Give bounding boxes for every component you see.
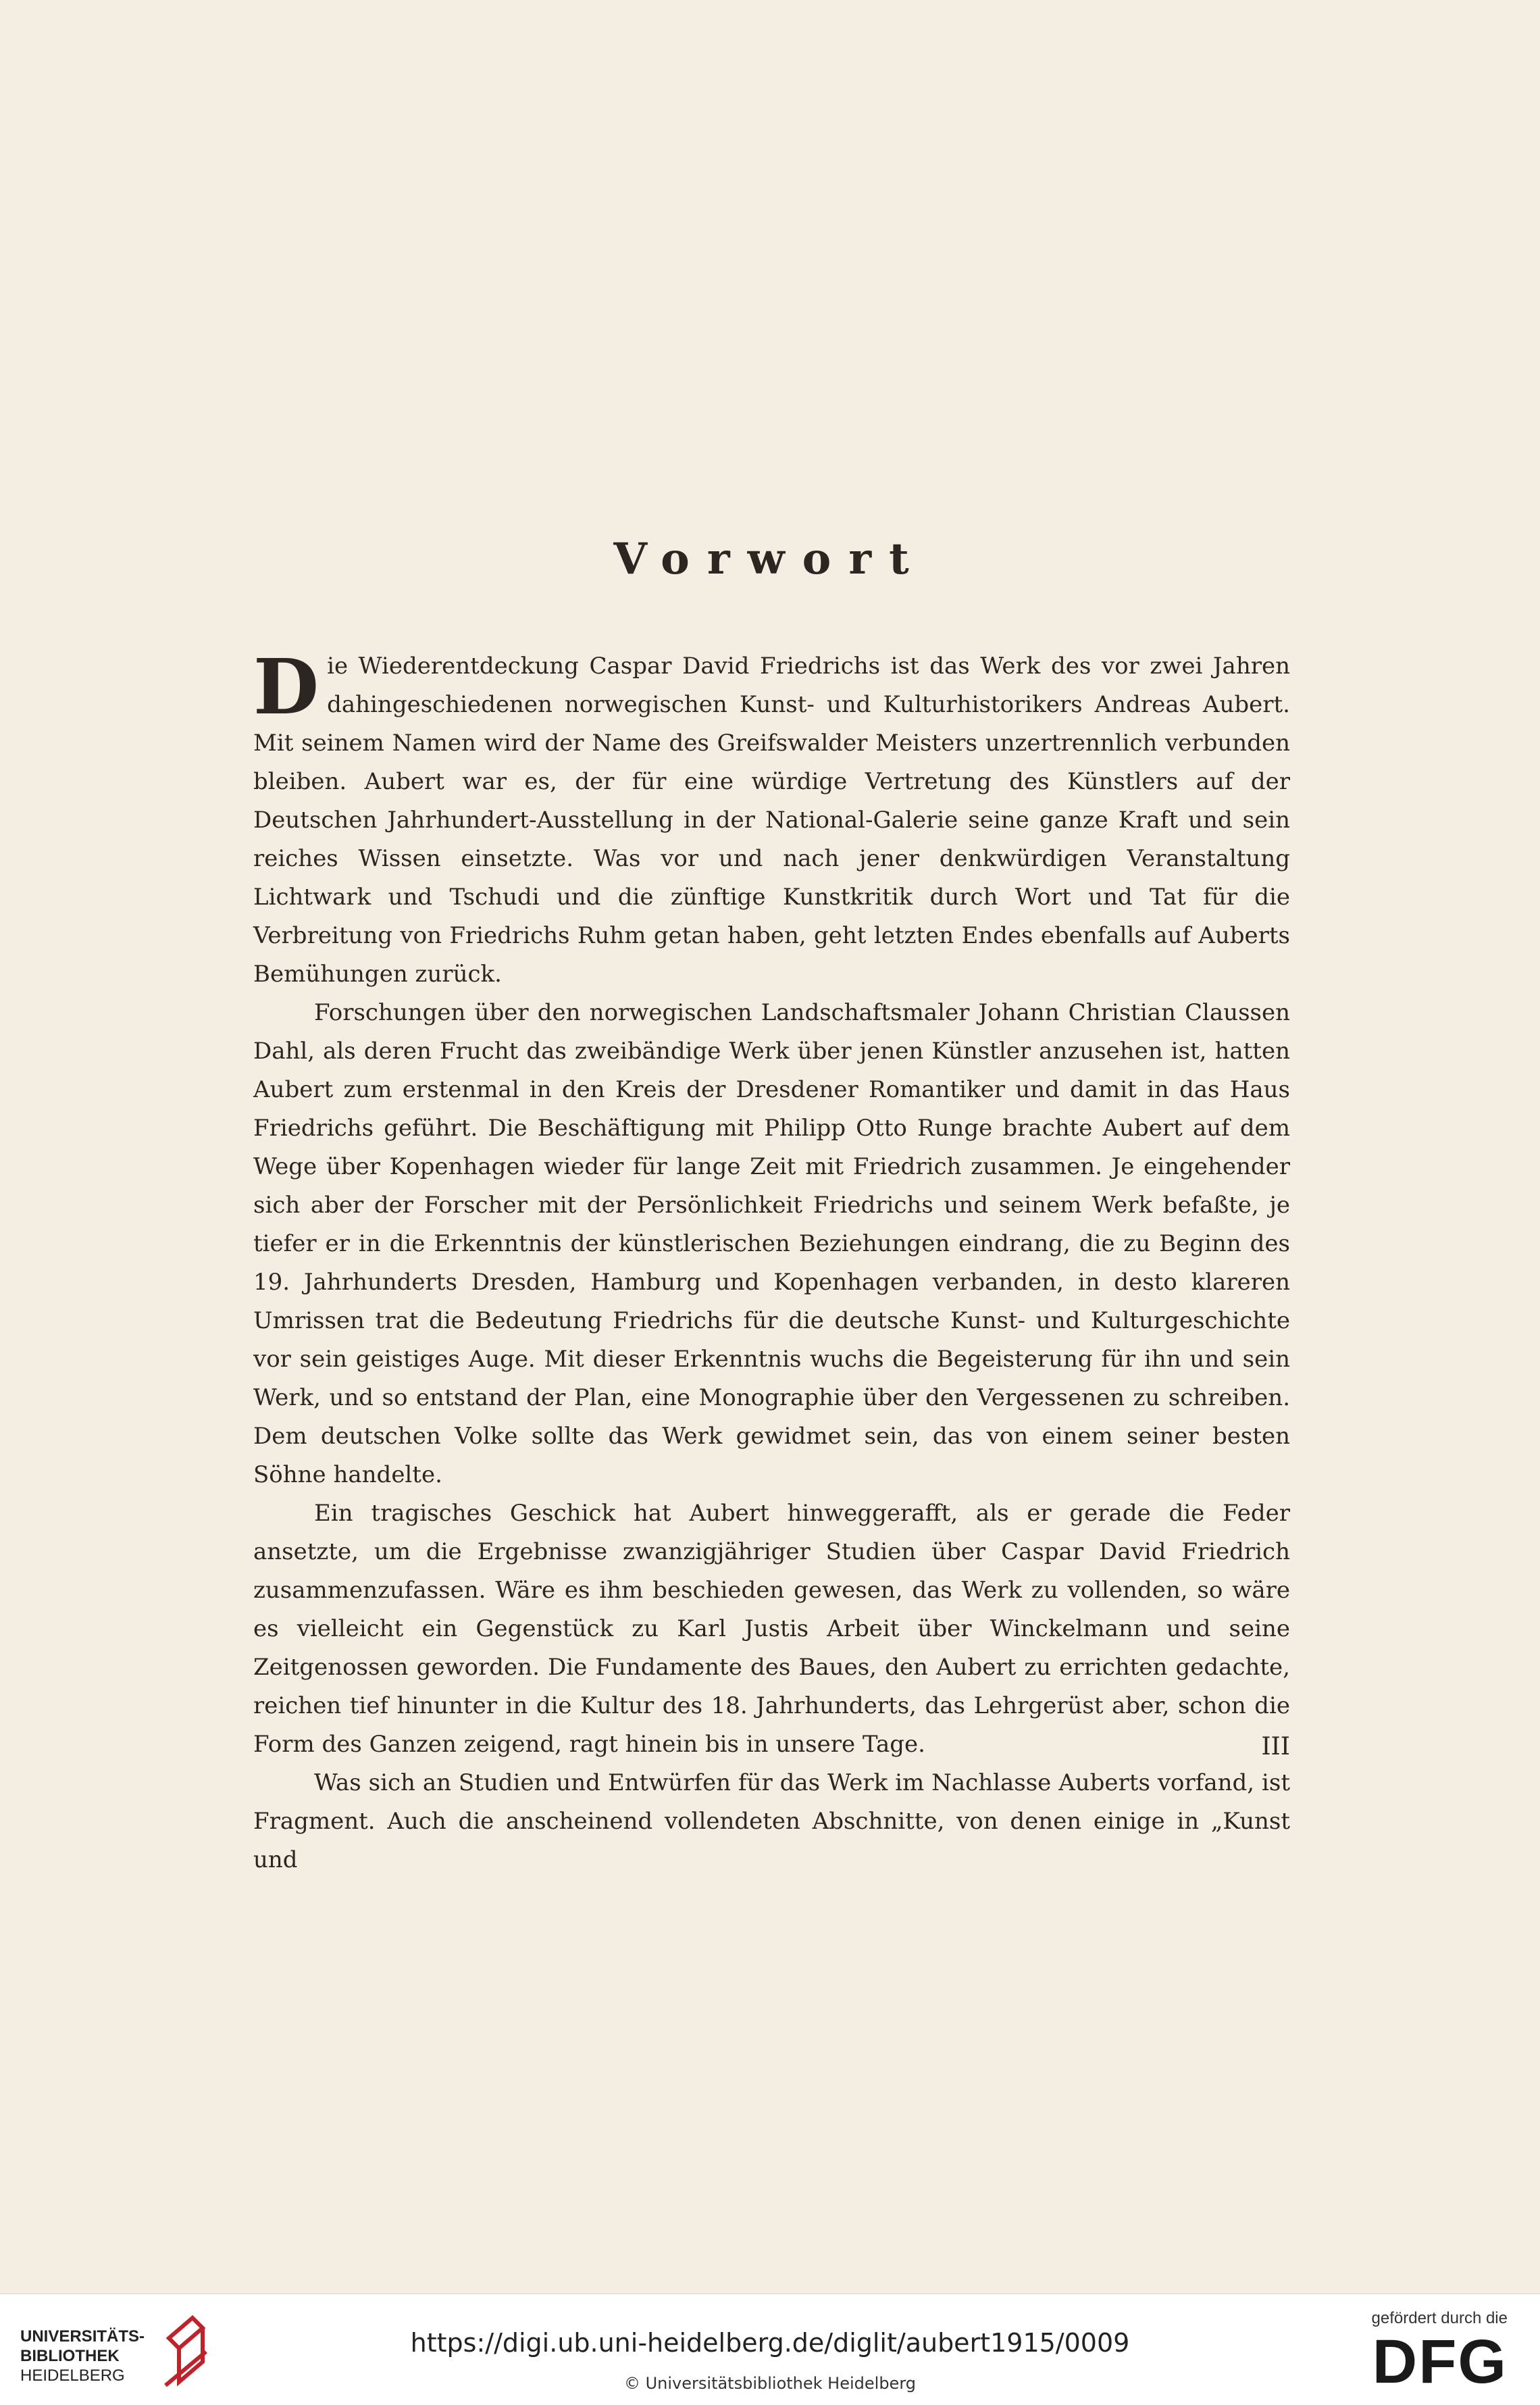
library-name-line1: UNIVERSITÄTS- xyxy=(20,2327,145,2346)
permalink-url[interactable]: https://digi.ub.uni-heidelberg.de/diglit/aubert1915/0009 xyxy=(410,2328,1130,2358)
paragraph-2: Forschungen über den norwegischen Landschaftsmaler Johann Christian Claussen Dahl, als deren Frucht das zweibändige Werk über jenen Künstler anzusehen ist, hatten Aubert zum erstenmal in den Kreis der Dresdener Romantiker und damit in das Haus Friedrichs geführt. Die Beschäftigung mit Philipp Otto Runge brachte Aubert auf dem Wege über Kopenhagen wieder für lange Zeit mit Friedrich zusammen. Je eingehender sich aber der Forscher mit der Persönlichkeit Friedrichs und seinem Werk befaßte, je tiefer er in die Erkenntnis der künstlerischen Beziehungen eindrang, die zu Beginn des 19. Jahrhunderts Dresden, Hamburg und Kopenhagen verbanden, in desto klareren Umrissen trat die Bedeutung Friedrichs für die deutsche Kunst- und Kulturgeschichte vor sein geistiges Auge. Mit dieser Erkenntnis wuchs die Begeisterung für ihn und sein Werk, und so entstand der Plan, eine Monographie über den Vergessenen zu schreiben. Dem deutschen Volke sollte das Werk gewidmet sein, das von einem seiner besten Söhne handelte. xyxy=(253,999,1290,1488)
paragraph-3: Ein tragisches Geschick hat Aubert hinweggerafft, als er gerade die Feder ansetzte, um die Ergebnisse zwanzigjähriger Studien über Caspar David Friedrich zusammenzufassen. Wäre es ihm beschieden gewesen, das Werk zu vollenden, so wäre es vielleicht ein Gegenstück zu Karl Justis Arbeit über Winckelmann und seine Zeitgenossen geworden. Die Fundamente des Baues, den Aubert zu errichten gedachte, reichen tief hinunter in die Kultur des 18. Jahrhunderts, das Lehrgerüst aber, schon die Form des Ganzen zeigend, ragt hinein bis in unsere Tage. xyxy=(253,1500,1290,1758)
viewer-footer xyxy=(0,2294,1540,2405)
paragraph-1-text: ie Wiederentdeckung Caspar David Friedrichs ist das Werk des vor zwei Jahren dahingeschiedenen norwegischen Kunst- und Kulturhistorikers Andreas Aubert. Mit seinem Namen wird der Name des Greifswalder Meisters unzertrennlich verbunden bleiben. Aubert war es, der für eine würdige Vertretung des Künstlers auf der Deutschen Jahrhundert-Ausstellung in der National-Galerie seine ganze Kraft und sein reiches Wissen einsetzte. Was vor und nach jener denkwürdigen Veranstaltung Lichtwark und Tschudi und die zünftige Kunstkritik durch Wort und Tat für die Verbreitung von Friedrichs Ruhm getan haben, geht letzten Endes ebenfalls auf Auberts Bemühungen zurück. xyxy=(253,653,1290,988)
paragraph-4: Was sich an Studien und Entwürfen für das Werk im Nachlasse Auberts vorfand, ist Fragment. Auch die anscheinend vollendeten Abschnitte, von denen einige in „Kunst und xyxy=(253,1769,1290,1873)
paragraph-1 xyxy=(253,643,1290,994)
funding-caption: gefördert durch die xyxy=(1371,2309,1508,2327)
drop-cap: D xyxy=(253,643,319,732)
dfg-logo[interactable]: DFG xyxy=(1372,2327,1508,2396)
library-name-line3: HEIDELBERG xyxy=(20,2366,125,2385)
library-name-line2: BIBLIOTHEK xyxy=(20,2347,120,2365)
page-number: III xyxy=(1261,1733,1290,1761)
page-title: Vorwort xyxy=(613,534,927,584)
copyright-notice: © Universitätsbibliothek Heidelberg xyxy=(623,2374,916,2393)
body-text xyxy=(253,643,1290,1879)
